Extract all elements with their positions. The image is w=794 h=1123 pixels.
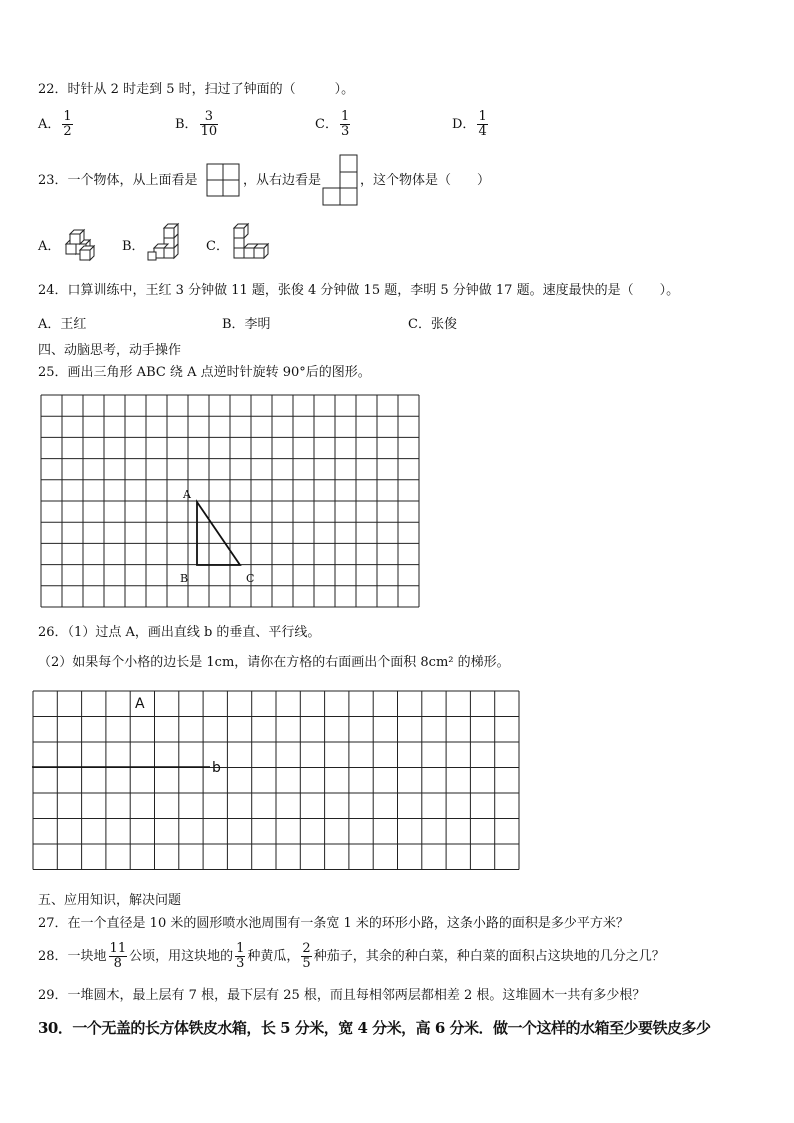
q23-option-c[interactable]: C． [206,239,229,254]
fraction: $\frac{1}{3}$ [340,109,350,139]
q29-text: 29．一堆圆木，最上层有 7 根，最下层有 25 根，而且每相邻两层都相差 2 根。这堆圆木一共有多少根？ [38,988,646,1003]
triangle-abc [197,502,240,565]
option-letter: C． [315,117,338,132]
q23-option-b[interactable]: B． [122,239,145,254]
q23-part1: 23．一个物体，从上面看是 [38,173,198,188]
option-letter: B． [175,117,198,132]
q22-option-c[interactable] [315,110,352,139]
fraction: $\frac{1}{3}$ [236,941,245,971]
q25-text: 25．画出三角形 ABC 绕 A 点逆时针旋转 90°后的图形。 [38,365,371,380]
q25-grid[interactable] [40,394,420,610]
q22-option-a[interactable] [38,110,75,139]
cube-figure-b-icon [146,220,182,262]
fraction: $\frac{1}{2}$ [63,109,72,139]
q22-option-d[interactable] [452,110,490,139]
cube-figure-c-icon [230,220,270,262]
q24-text: 24．口算训练中，王红 3 分钟做 11 题，张俊 4 分钟做 15 题，李明 5 分钟做 17 题。速度最快的是（ ）。 [38,283,680,298]
q24-option-b[interactable]: B．李明 [222,317,271,332]
right-view-figure [322,154,358,206]
q24-option-c[interactable]: C．张俊 [408,317,457,332]
grid-point-a-label: A [135,696,145,712]
q30-text: 30．一个无盖的长方体铁皮水箱，长 5 分米，宽 4 分米，高 6 分米．做一个这样的水箱至少要铁皮多少 [38,1019,711,1037]
fraction: $\frac{11}{8}$ [109,941,127,971]
option-letter: A． [38,117,61,132]
q28-text: 28．一块地 $\frac{11}{8}$ 公顷，用这块地的 $\frac{1}{3}$ 种黄瓜， $\frac{2}{5}$ 种茄子，其余的种白菜，种白菜的面积占这块地的几分之几？ [38,941,665,971]
line-b-label: b [212,760,221,776]
q22-text: 22．时针从 2 时走到 5 时，扫过了钟面的（ ）。 [38,82,355,97]
q26-grid[interactable] [32,688,526,872]
q27-text: 27．在一个直径是 10 米的圆形喷水池周围有一条宽 1 米的环形小路，这条小路的面积是多少平方米？ [38,916,629,931]
top-view-figure [206,163,240,197]
q23-part2: ，从右边看是 [243,173,322,188]
fraction: $\frac{1}{4}$ [478,109,487,139]
section-heading-5: 五、应用知识，解决问题 [38,893,182,908]
point-c-label: C [246,572,255,585]
q26-text2: （2）如果每个小格的边长是 1cm，请你在方格的右面画出个面积 8cm² 的梯形。 [38,655,510,670]
q26-text1: 26．（1）过点 A，画出直线 b 的垂直、平行线。 [38,625,321,640]
fraction: $\frac{3}{10}$ [200,109,218,139]
option-letter: D． [452,117,476,132]
cube-figure-a-icon [62,220,98,262]
q23-option-a[interactable]: A． [38,239,61,254]
q24-option-a[interactable]: A．王红 [38,317,87,332]
point-a-label: A [183,488,191,501]
point-b-label: B [180,572,189,585]
fraction: $\frac{2}{5}$ [302,941,311,971]
q23-part3: ，这个物体是（ ） [360,173,491,188]
section-heading-4: 四、动脑思考，动手操作 [38,343,182,358]
q22-option-b[interactable] [175,110,220,139]
